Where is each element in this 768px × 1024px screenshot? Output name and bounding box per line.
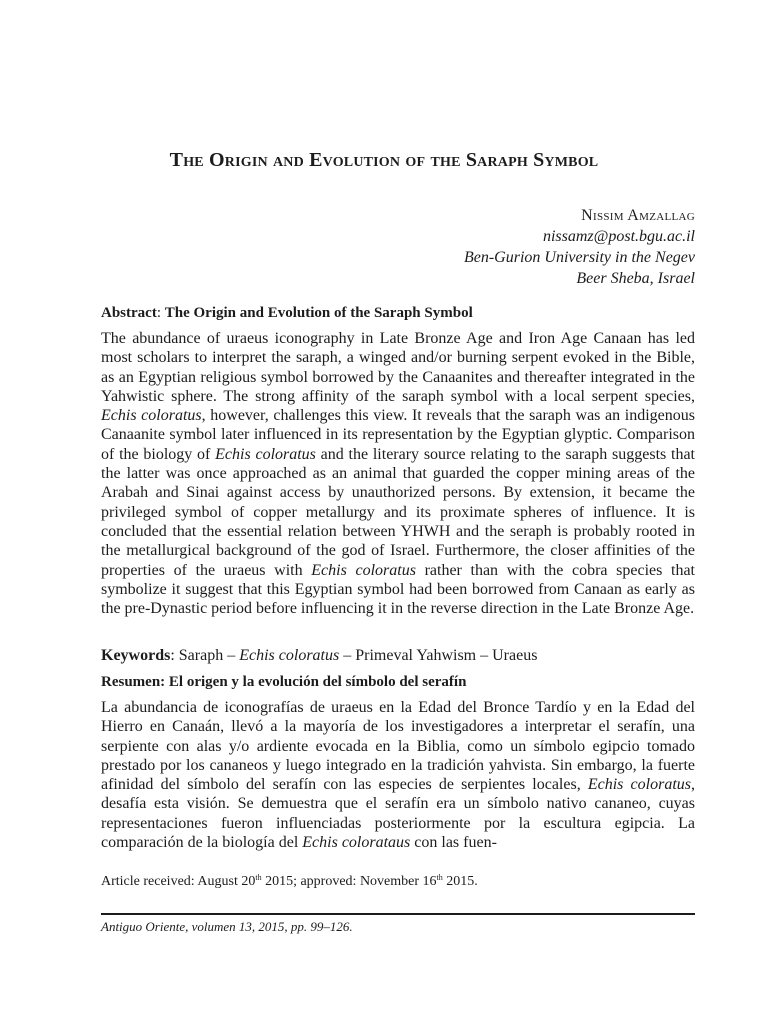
author-affiliation: Ben-Gurion University in the Negev: [463, 249, 695, 266]
author-location: Beer Sheba, Israel: [576, 270, 695, 287]
keywords-text: Saraph –: [178, 647, 240, 664]
resumen-paragraph: [101, 698, 695, 852]
author-email[interactable]: nissamz@post.bgu.ac.il: [542, 228, 695, 245]
resumen-species-name: Echis coloratus: [587, 776, 691, 794]
author-block: [464, 205, 695, 289]
article-dates: [101, 873, 478, 891]
year-text: 2015.: [442, 874, 478, 889]
abstract-species-name: Echis coloratus: [311, 561, 416, 579]
abstract-text: , however, challenges this view. It reveals that the saraph was an indigenous Canaanite symbol later influenced in its representation by the Egyptian glyptic. Comparison of the biology of: [101, 407, 695, 463]
article-title: The Origin and Evolution of the Saraph Symbol: [169, 149, 599, 171]
ordinal-suffix: th: [436, 873, 443, 882]
abstract-label: Abstract: [101, 305, 157, 321]
keywords-line: [101, 646, 695, 665]
ordinal-suffix: th: [255, 873, 262, 882]
resumen-text: La abundancia de iconografías de uraeus en la Edad del Bronce Tardío y en la Edad del Hierro en Canaán, llevó a la mayoría de los investigadores a interpretar el serafín, una serpiente con alas y/o ardiente evocada en la Biblia, como un símbolo egipcio tomado prestado por los cananeos y luego integrado en la tradición yahvista. Sin embargo, la fuerte afinidad del símbolo del serafín con las especies de serpientes locales,: [101, 699, 695, 794]
keywords-species-name: Echis coloratus: [239, 647, 340, 664]
abstract-species-name: Echis coloratus: [101, 407, 202, 425]
resumen-body: [101, 698, 695, 852]
abstract-body: [101, 329, 695, 618]
abstract-title: The Origin and Evolution of the Saraph Symbol: [164, 305, 473, 321]
received-text: Article received: August 20: [101, 874, 256, 889]
resumen-text: , desafía esta visión. Se demuestra que el serafín era un símbolo nativo cananeo, cuyas representaciones fueron influenciadas posteriormente por la escultura egipcia. La comparación de la biología del: [101, 776, 695, 852]
abstract-text: rather than with the cobra species that symbolize it suggest that this Egyptian symbol had been borrowed from Canaan as early as the pre-Dynastic period before influencing it in the reverse direction in the Late Bronze Age.: [101, 561, 695, 618]
abstract-text: and the literary source relating to the saraph suggests that the latter was once approached as an animal that guarded the copper mining areas of the Arabah and Sinai against access by unauthorized persons. By extension, it became the privileged symbol of copper metallurgy and its proximate spheres of influence. It is concluded that the essential relation between YHWH and the seraph is probably rooted in the metallurgical background of the god of Israel. Furthermore, the closer affinities of the properties of the uraeus with: [101, 445, 696, 579]
abstract-species-name: Echis coloratus: [215, 445, 316, 463]
resumen-species-name: Echis colorataus: [302, 834, 411, 852]
resumen-text: con las fuen-: [410, 834, 497, 852]
abstract-separator: :: [156, 305, 165, 321]
abstract-paragraph: [101, 329, 695, 618]
approved-text: 2015; approved: November 16: [261, 874, 437, 889]
keywords-label: Keywords: [101, 647, 171, 664]
abstract-heading: [101, 304, 695, 323]
resumen-heading: Resumen: El origen y la evolución del símbolo del serafín: [101, 674, 467, 690]
journal-citation: Antiguo Oriente, volumen 13, 2015, pp. 99–126.: [101, 919, 353, 934]
author-name: Nissim Amzallag: [581, 207, 695, 224]
keywords-separator: :: [170, 647, 179, 664]
footer-rule: [101, 913, 695, 915]
abstract-text: The abundance of uraeus iconography in Late Bronze Age and Iron Age Canaan has led most scholars to interpret the saraph, a winged and/or burning serpent evoked in the Bible, as an Egyptian religious symbol borrowed by the Canaanites and thereafter integrated in the Yahwistic sphere. The strong affinity of the saraph symbol with a local serpent species,: [101, 330, 695, 405]
keywords-text: – Primeval Yahwism – Uraeus: [339, 647, 538, 664]
